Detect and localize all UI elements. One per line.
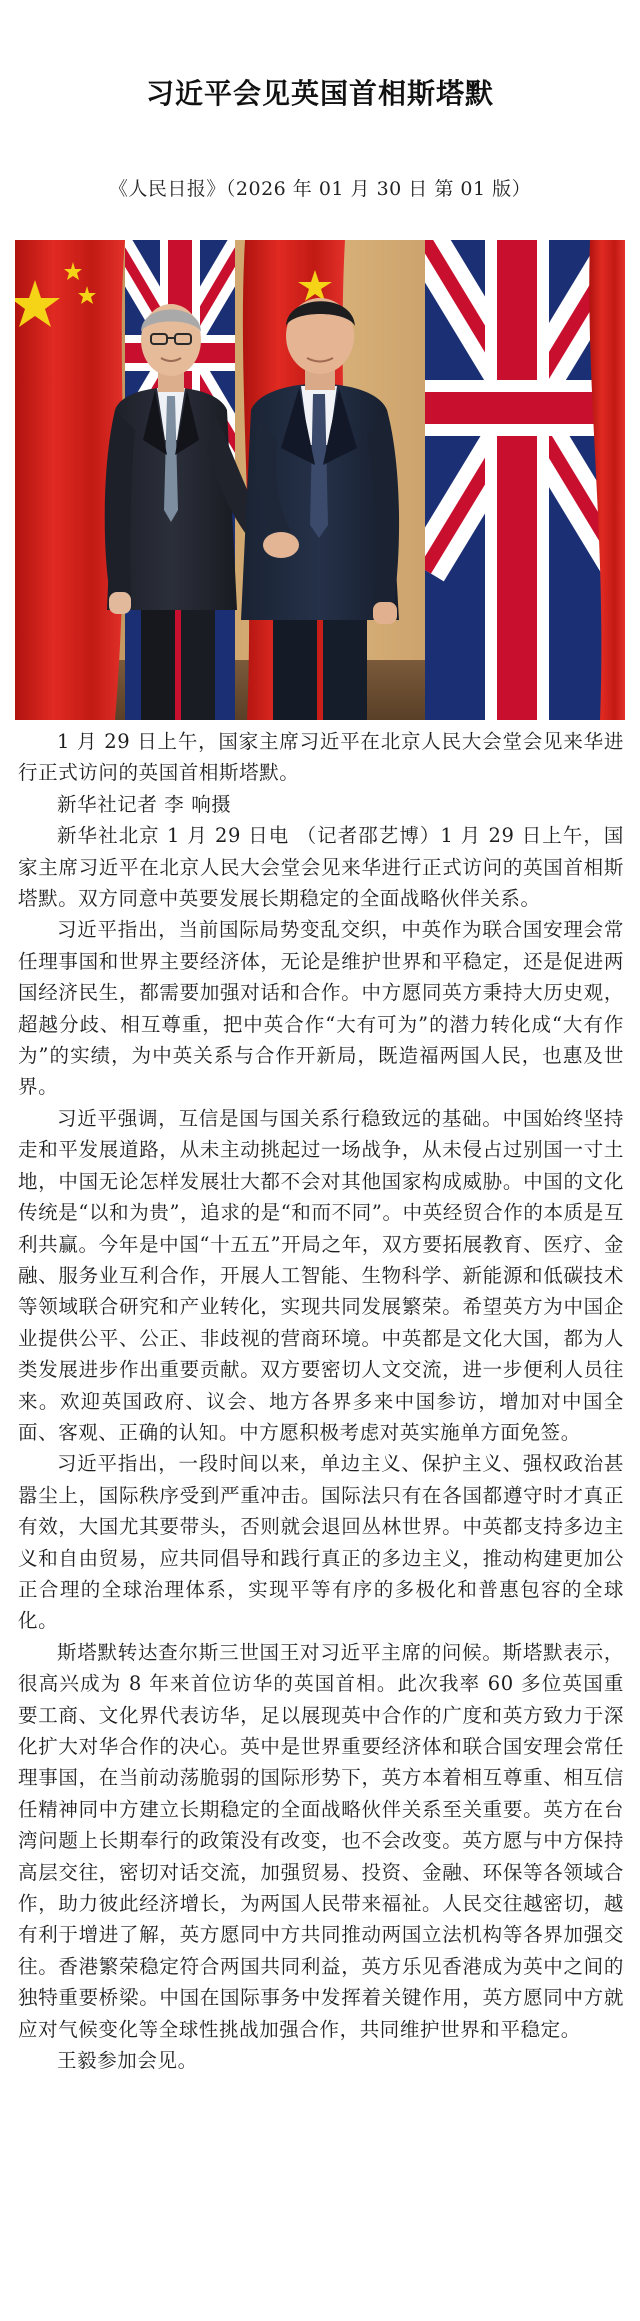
page-title: 习近平会见英国首相斯塔默 bbox=[145, 77, 494, 110]
news-photo bbox=[15, 240, 625, 720]
article-paragraph: 新华社北京 1 月 29 日电 （记者邵艺博）1 月 29 日上午，国家主席习近平在北京人民大会堂会见来华进行正式访问的英国首相斯塔默。双方同意中英要发展长期稳定的全面战略伙伴关系。 bbox=[18, 824, 624, 911]
article-paragraph: 习近平指出，当前国际局势变乱交织，中英作为联合国安理会常任理事国和世界主要经济体，无论是维护世界和平稳定，还是促进两国经济民生，都需要加强对话和合作。中方愿同英方秉持大历史观，超越分歧、相互尊重，把中英合作“大有可为”的潜力转化成“大有作为”的实绩，为中英关系与合作开新局，既造福两国人民，也惠及世界。 bbox=[18, 918, 624, 1099]
article-body bbox=[18, 726, 624, 2076]
photo-caption: 1 月 29 日上午，国家主席习近平在北京人民大会堂会见来华进行正式访问的英国首相斯塔默。 bbox=[18, 730, 624, 785]
article-paragraph: 斯塔默转达查尔斯三世国王对习近平主席的问候。斯塔默表示，很高兴成为 8 年来首位访华的英国首相。此次我率 60 多位英国重要工商、文化界代表访华，足以展现英中合作的广度和英方致力于深化扩大对华合作的决心。英中是世界重要经济体和联合国安理会常任理事国，在当前动荡脆弱的国际形势下，英方本着相互尊重、相互信任精神同中方建立长期稳定的全面战略伙伴关系至关重要。英方在台湾问题上长期奉行的政策没有改变，也不会改变。英方愿与中方保持高层交往，密切对话交流，加强贸易、投资、金融、环保等各领域合作，助力彼此经济增长，为两国人民带来福祉。人民交往越密切，越有利于增进了解，英方愿同中方共同推动两国立法机构等各界加强交往。香港繁荣稳定符合两国共同利益，英方乐见香港成为英中之间的独特重要桥梁。中国在国际事务中发挥着关键作用，英方愿同中方就应对气候变化等全球性挑战加强合作，共同维护世界和平稳定。 bbox=[18, 1640, 624, 2041]
article-paragraph: 习近平强调，互信是国与国关系行稳致远的基础。中国始终坚持走和平发展道路，从未主动挑起过一场战争，从未侵占过别国一寸土地，中国无论怎样发展壮大都不会对其他国家构成威胁。中国的文化传统是“以和为贵”，追求的是“和而不同”。中英经贸合作的本质是互利共赢。今年是中国“十五五”开局之年，双方要拓展教育、医疗、金融、服务业互利合作，开展人工智能、生物科学、新能源和低碳技术等领域联合研究和产业转化，实现共同发展繁荣。希望英方为中国企业提供公平、公正、非歧视的营商环境。中英都是文化大国，都为人类发展进步作出重要贡献。双方要密切人文交流，进一步便利人员往来。欢迎英国政府、议会、地方各界多来中国参访，增加对中国全面、客观、正确的认知。中方愿积极考虑对英实施单方面免签。 bbox=[18, 1106, 624, 1444]
source-line: 《人民日报》（2026 年 01 月 30 日 第 01 版） bbox=[108, 178, 532, 200]
article-paragraph: 习近平指出，一段时间以来，单边主义、保护主义、强权政治甚嚣尘上，国际秩序受到严重冲击。国际法只有在各国都遵守时才真正有效，大国尤其要带头，否则就会退回丛林世界。中英都支持多边主义和自由贸易，应共同倡导和践行真正的多边主义，推动构建更加公正合理的全球治理体系，实现平等有序的多极化和普惠包容的全球化。 bbox=[18, 1452, 624, 1633]
article-paragraph: 王毅参加会见。 bbox=[57, 2049, 198, 2073]
photo-credit: 新华社记者 李 响摄 bbox=[57, 792, 232, 816]
